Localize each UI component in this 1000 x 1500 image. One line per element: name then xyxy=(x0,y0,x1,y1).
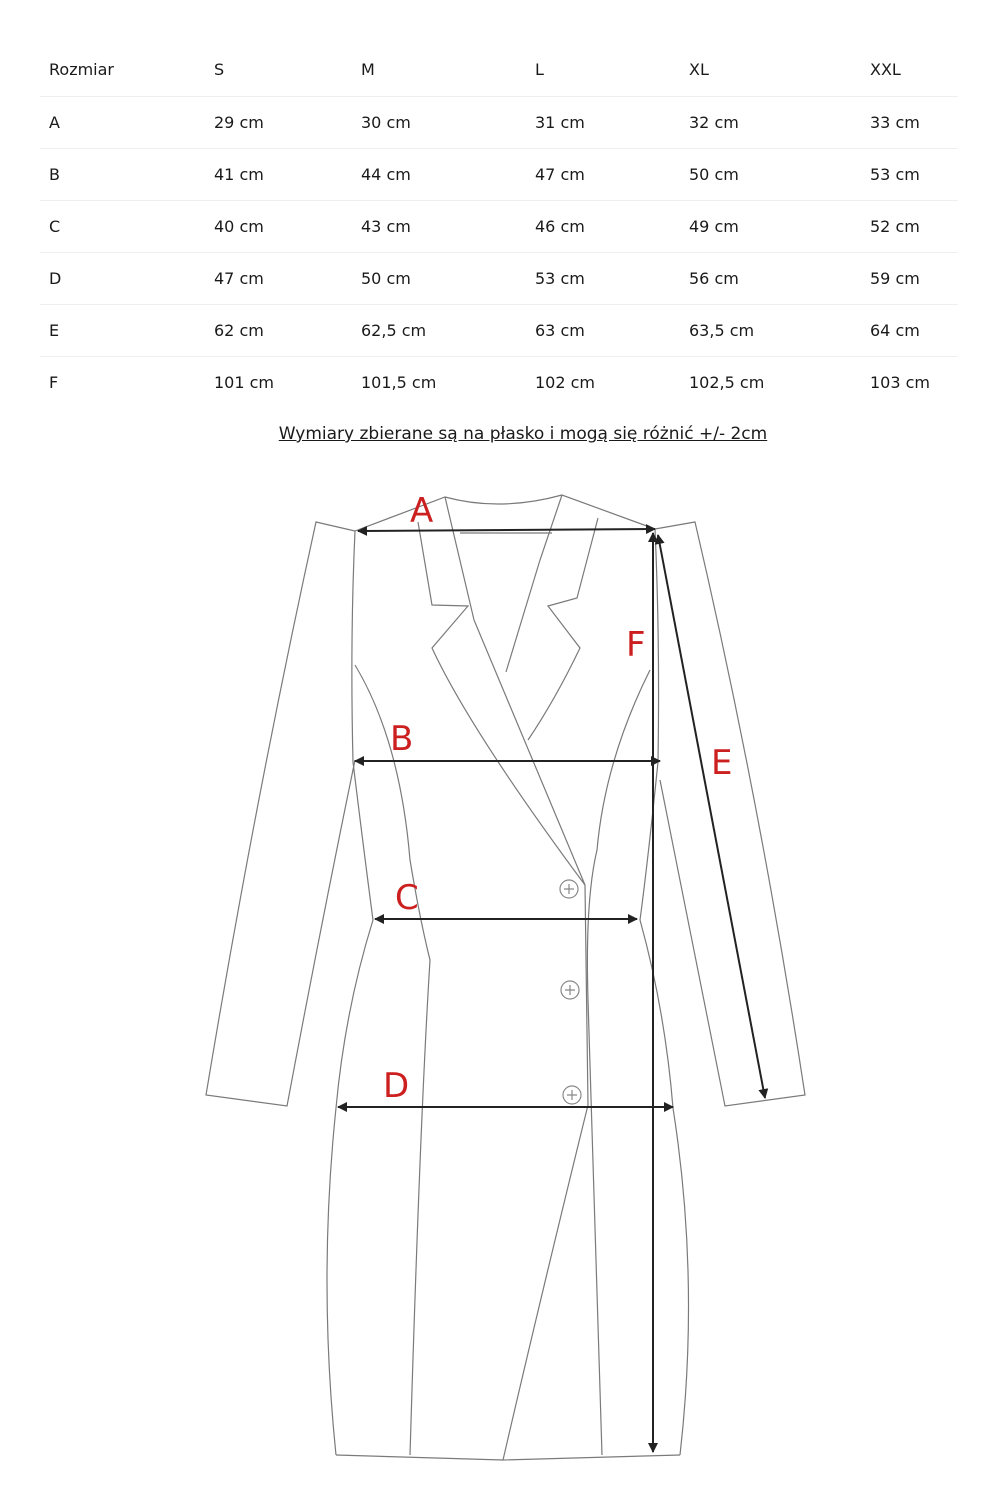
table-cell: 41 cm xyxy=(214,164,264,184)
arrow-e xyxy=(658,535,765,1098)
label-a: A xyxy=(410,491,434,531)
table-cell: 63 cm xyxy=(535,320,585,340)
measurement-note: Wymiary zbierane są na płasko i mogą się różnić +/- 2cm xyxy=(278,424,768,444)
table-cell: 63,5 cm xyxy=(689,320,755,340)
table-cell: 30 cm xyxy=(361,112,411,132)
table-cell: E xyxy=(49,320,60,340)
table-cell: C xyxy=(49,216,61,236)
header-cell: XXL xyxy=(870,60,901,80)
table-cell: 32 cm xyxy=(689,112,739,132)
table-cell: 53 cm xyxy=(535,268,585,288)
buttons xyxy=(560,880,581,1104)
arrow-a xyxy=(358,529,655,531)
table-cell: 101 cm xyxy=(214,372,275,392)
table-cell: 52 cm xyxy=(870,216,920,236)
table-cell: 102,5 cm xyxy=(689,372,765,392)
table-cell: 33 cm xyxy=(870,112,920,132)
table-cell: 102 cm xyxy=(535,372,596,392)
table-cell: D xyxy=(49,268,62,288)
label-b: B xyxy=(390,719,414,759)
button-icon xyxy=(563,1086,581,1104)
table-cell: 47 cm xyxy=(535,164,585,184)
header-cell: S xyxy=(214,60,225,80)
table-cell: 47 cm xyxy=(214,268,264,288)
table-cell: 103 cm xyxy=(870,372,931,392)
table-cell: 62 cm xyxy=(214,320,264,340)
table-cell: 50 cm xyxy=(361,268,411,288)
table-cell: 56 cm xyxy=(689,268,739,288)
table-cell: 43 cm xyxy=(361,216,411,236)
table-cell: 44 cm xyxy=(361,164,411,184)
header-cell: XL xyxy=(689,60,709,80)
label-c: C xyxy=(395,878,419,918)
header-cell: L xyxy=(535,60,544,80)
dress-outline xyxy=(206,495,805,1460)
table-cell: 59 cm xyxy=(870,268,920,288)
table-cell: 64 cm xyxy=(870,320,920,340)
table-cell: A xyxy=(49,112,60,132)
table-cell: 53 cm xyxy=(870,164,920,184)
label-f: F xyxy=(626,625,646,665)
table-cell: B xyxy=(49,164,60,184)
table-cell: F xyxy=(49,372,59,392)
button-icon xyxy=(560,880,578,898)
table-cell: 40 cm xyxy=(214,216,264,236)
table-cell: 29 cm xyxy=(214,112,264,132)
label-d: D xyxy=(383,1066,410,1106)
label-e: E xyxy=(711,743,733,783)
table-cell: 101,5 cm xyxy=(361,372,437,392)
table-cell: 62,5 cm xyxy=(361,320,427,340)
measurement-arrows xyxy=(338,529,765,1452)
button-icon xyxy=(561,981,579,999)
header-cell: Rozmiar xyxy=(49,60,114,80)
table-cell: 50 cm xyxy=(689,164,739,184)
table-cell: 49 cm xyxy=(689,216,739,236)
table-cell: 31 cm xyxy=(535,112,585,132)
header-cell: M xyxy=(361,60,375,80)
table-cell: 46 cm xyxy=(535,216,585,236)
